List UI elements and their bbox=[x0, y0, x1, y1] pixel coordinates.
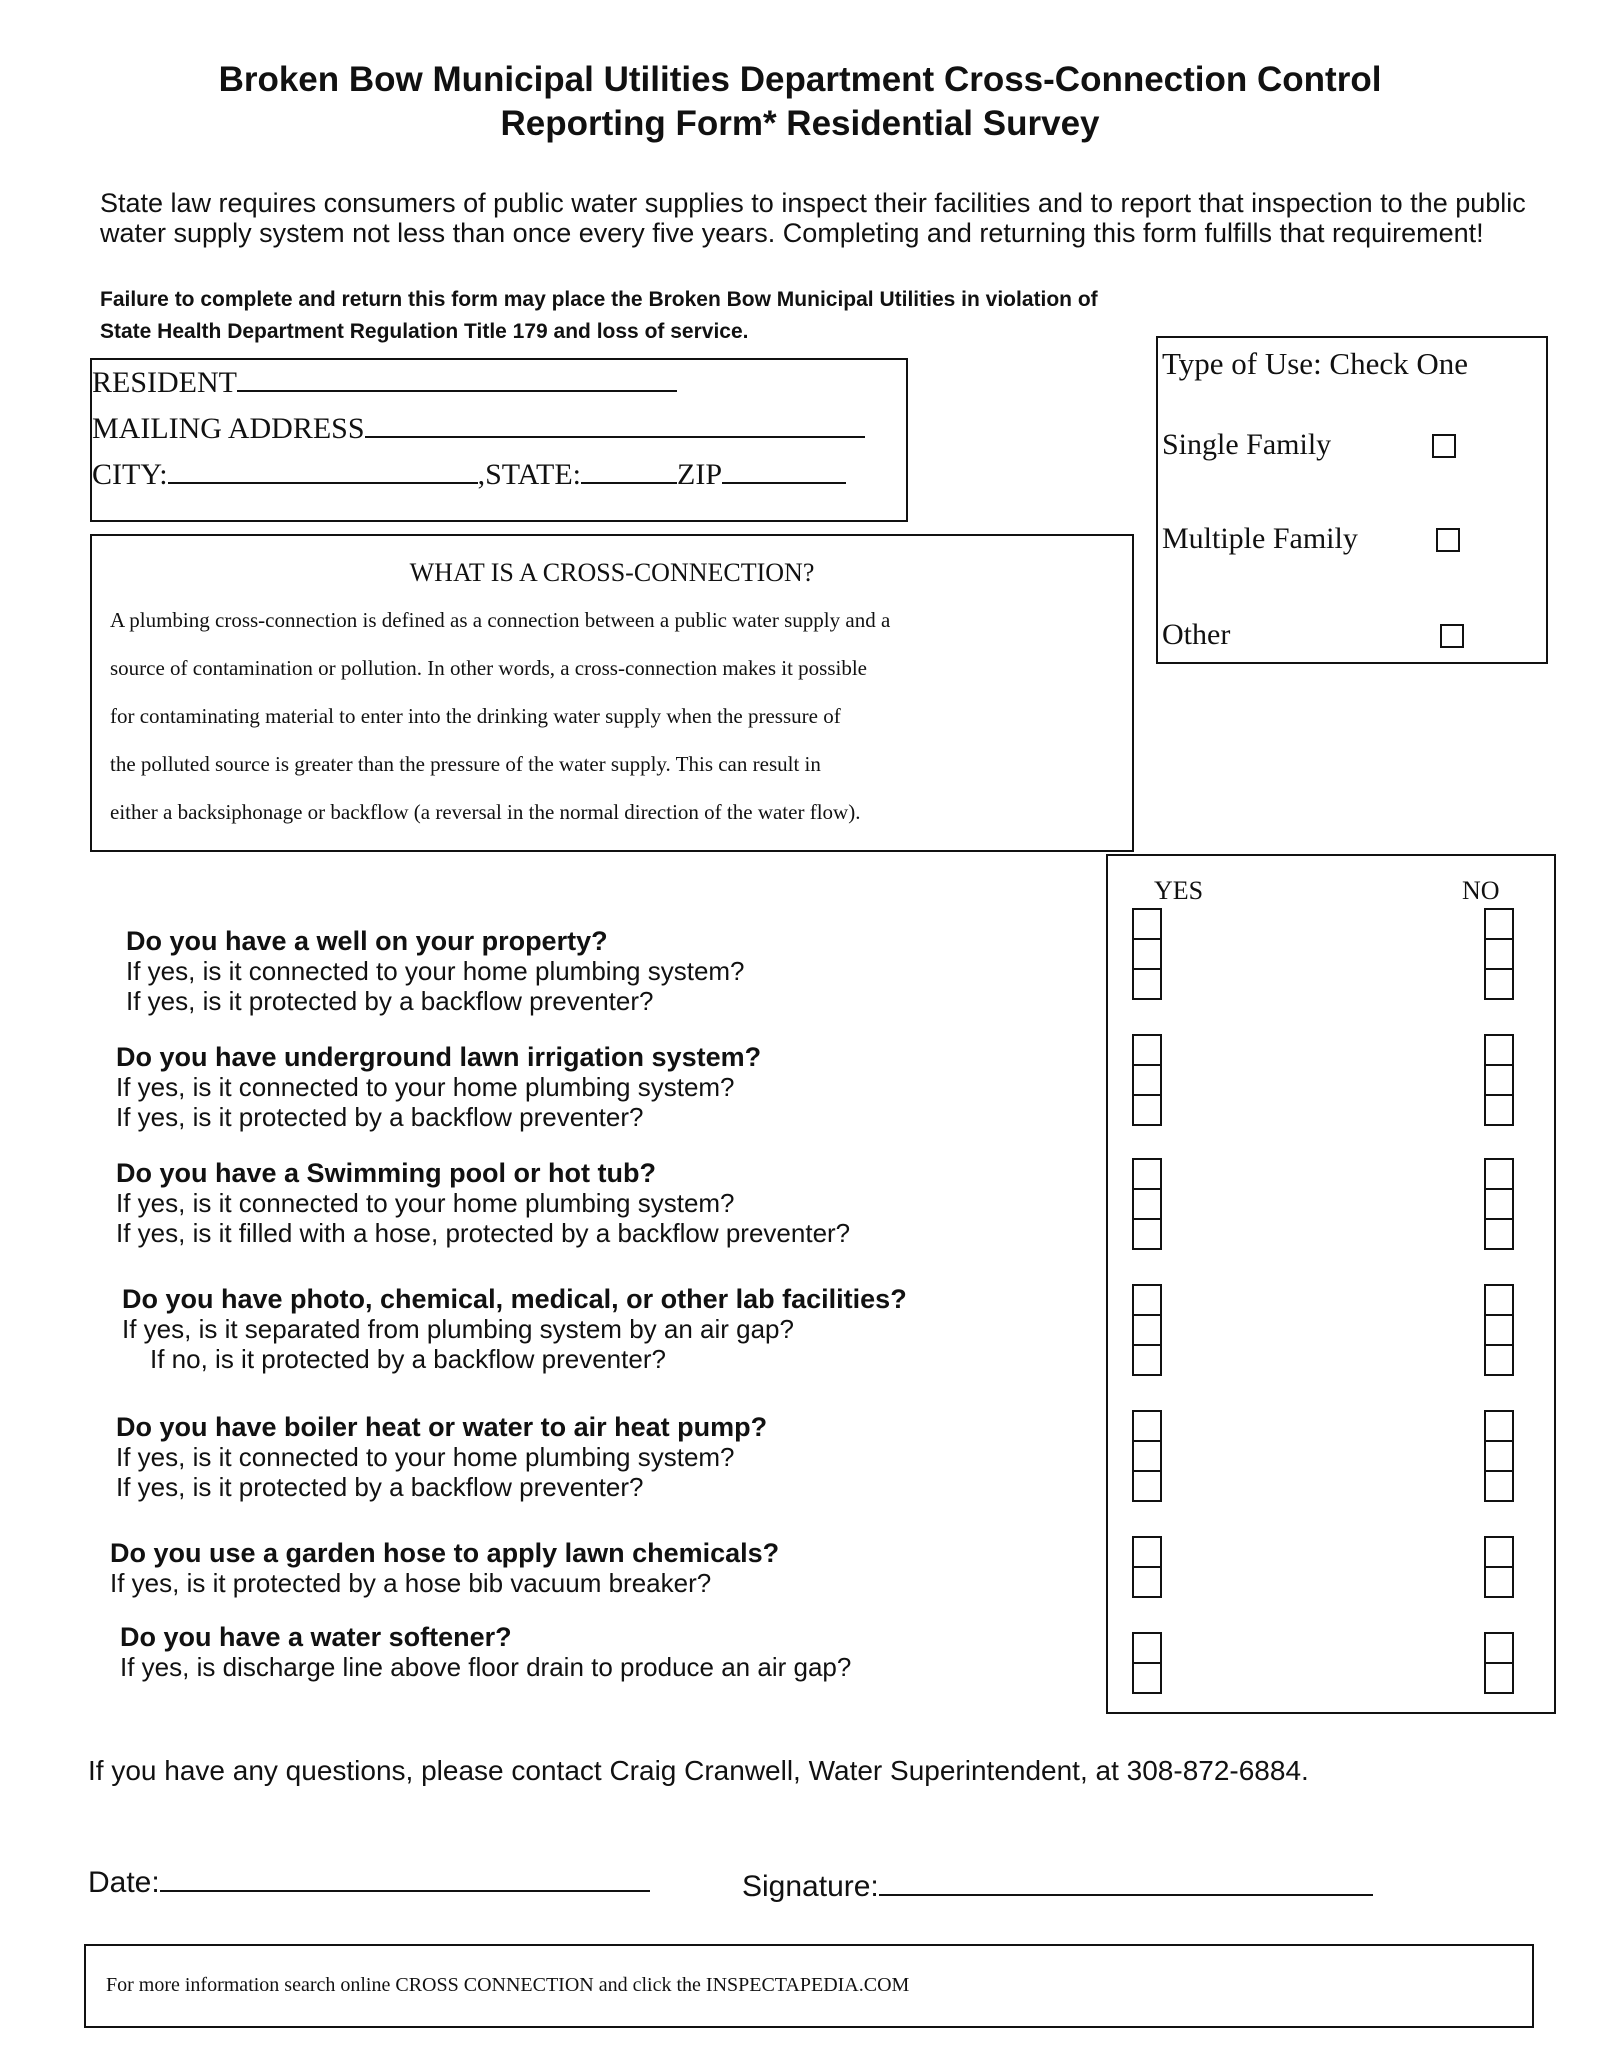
mailing-address-label: MAILING ADDRESS bbox=[92, 412, 365, 445]
signature-row bbox=[742, 1870, 1373, 1904]
question-sub: If yes, is it protected by a backflow preventer? bbox=[116, 1102, 644, 1132]
intro-text: State law requires consumers of public water supplies to inspect their facilities and to report that inspection to the public water supply system not less than once every five years. Completing and returning this form fulfills that requirement! bbox=[100, 188, 1526, 248]
q3-no-checkbox[interactable] bbox=[1484, 1158, 1514, 1190]
q2b-no-checkbox[interactable] bbox=[1484, 1094, 1514, 1126]
q2a-no-checkbox[interactable] bbox=[1484, 1064, 1514, 1096]
q4a-no-checkbox[interactable] bbox=[1484, 1314, 1514, 1346]
q2a-yes-checkbox[interactable] bbox=[1132, 1064, 1162, 1096]
q3-yes-checkbox[interactable] bbox=[1132, 1158, 1162, 1190]
yes-column-header: YES bbox=[1154, 876, 1204, 905]
answers-box bbox=[1106, 854, 1556, 1714]
date-row bbox=[88, 1866, 650, 1900]
resident-label: RESIDENT bbox=[92, 366, 237, 399]
mailing-address-field[interactable] bbox=[365, 436, 865, 438]
no-column-header: NO bbox=[1462, 876, 1500, 905]
q4b-yes-checkbox[interactable] bbox=[1132, 1344, 1162, 1376]
definition-line: A plumbing cross-connection is defined as a connection between a public water supply and a bbox=[110, 608, 891, 632]
contact-text: If you have any questions, please contact Craig Cranwell, Water Superintendent, at 308-872-6884. bbox=[88, 1755, 1309, 1786]
q3b-no-checkbox[interactable] bbox=[1484, 1218, 1514, 1250]
definition-line: for contaminating material to enter into the drinking water supply when the pressure of bbox=[110, 704, 841, 728]
state-field[interactable] bbox=[581, 482, 677, 484]
q1-no-checkbox[interactable] bbox=[1484, 908, 1514, 940]
q5a-no-checkbox[interactable] bbox=[1484, 1440, 1514, 1472]
q6a-no-checkbox[interactable] bbox=[1484, 1566, 1514, 1598]
q2-no-checkbox[interactable] bbox=[1484, 1034, 1514, 1066]
q7-yes-checkbox[interactable] bbox=[1132, 1632, 1162, 1664]
footer-box bbox=[84, 1944, 1534, 2028]
question-main: Do you have photo, chemical, medical, or other lab facilities? bbox=[122, 1284, 907, 1314]
q5b-yes-checkbox[interactable] bbox=[1132, 1470, 1162, 1502]
city-field[interactable] bbox=[168, 482, 478, 484]
q1b-no-checkbox[interactable] bbox=[1484, 968, 1514, 1000]
q6-no-checkbox[interactable] bbox=[1484, 1536, 1514, 1568]
zip-field[interactable] bbox=[722, 482, 846, 484]
type-of-use-box bbox=[1156, 336, 1548, 664]
cross-connection-definition-box bbox=[90, 534, 1134, 852]
question-sub: If yes, is it separated from plumbing system by an air gap? bbox=[122, 1314, 794, 1344]
question-sub: If yes, is it connected to your home plumbing system? bbox=[126, 956, 745, 986]
q3b-yes-checkbox[interactable] bbox=[1132, 1218, 1162, 1250]
q3a-yes-checkbox[interactable] bbox=[1132, 1188, 1162, 1220]
q1a-no-checkbox[interactable] bbox=[1484, 938, 1514, 970]
question-main: Do you use a garden hose to apply lawn chemicals? bbox=[110, 1538, 780, 1568]
question-lab-facilities bbox=[122, 1284, 907, 1374]
date-field[interactable] bbox=[160, 1890, 650, 1892]
resident-field[interactable] bbox=[237, 390, 677, 392]
question-sub: If yes, is it connected to your home plumbing system? bbox=[116, 1072, 735, 1102]
zip-label: ZIP bbox=[677, 458, 723, 491]
question-sub: If no, is it protected by a backflow preventer? bbox=[150, 1344, 666, 1374]
footer-text: For more information search online CROSS CONNECTION and click the INSPECTAPEDIA.COM bbox=[106, 1974, 910, 1996]
multiple-family-checkbox[interactable] bbox=[1436, 528, 1460, 552]
signature-label: Signature: bbox=[742, 1870, 879, 1903]
q3a-no-checkbox[interactable] bbox=[1484, 1188, 1514, 1220]
q4-no-checkbox[interactable] bbox=[1484, 1284, 1514, 1316]
option-single-family-label: Single Family bbox=[1162, 428, 1332, 461]
q4-yes-checkbox[interactable] bbox=[1132, 1284, 1162, 1316]
type-of-use-title: Type of Use: Check One bbox=[1162, 346, 1469, 381]
q7-no-checkbox[interactable] bbox=[1484, 1632, 1514, 1664]
q1b-yes-checkbox[interactable] bbox=[1132, 968, 1162, 1000]
state-label: ,STATE: bbox=[477, 458, 582, 491]
question-sub: If yes, is it connected to your home plumbing system? bbox=[116, 1442, 735, 1472]
cross-connection-heading: WHAT IS A CROSS-CONNECTION? bbox=[409, 558, 815, 587]
form-title-line2: Reporting Form* Residential Survey bbox=[500, 104, 1100, 143]
q7a-no-checkbox[interactable] bbox=[1484, 1662, 1514, 1694]
q5-yes-checkbox[interactable] bbox=[1132, 1410, 1162, 1442]
question-well bbox=[126, 926, 745, 1016]
signature-field[interactable] bbox=[879, 1894, 1373, 1896]
question-water-softener bbox=[120, 1622, 851, 1682]
city-label: CITY: bbox=[92, 458, 168, 491]
question-sub: If yes, is discharge line above floor drain to produce an air gap? bbox=[120, 1652, 852, 1682]
question-main: Do you have boiler heat or water to air heat pump? bbox=[116, 1412, 768, 1442]
q1a-yes-checkbox[interactable] bbox=[1132, 938, 1162, 970]
option-other-label: Other bbox=[1162, 618, 1231, 651]
question-main: Do you have a well on your property? bbox=[126, 926, 608, 956]
question-main: Do you have a Swimming pool or hot tub? bbox=[116, 1158, 656, 1188]
form-title-line1: Broken Bow Municipal Utilities Department Cross-Connection Control bbox=[218, 60, 1382, 99]
question-sub: If yes, is it protected by a hose bib vacuum breaker? bbox=[110, 1568, 712, 1598]
definition-line: either a backsiphonage or backflow (a reversal in the normal direction of the water flow). bbox=[110, 800, 861, 824]
q5b-no-checkbox[interactable] bbox=[1484, 1470, 1514, 1502]
q4b-no-checkbox[interactable] bbox=[1484, 1344, 1514, 1376]
q7a-yes-checkbox[interactable] bbox=[1132, 1662, 1162, 1694]
q6-yes-checkbox[interactable] bbox=[1132, 1536, 1162, 1568]
question-sub: If yes, is it filled with a hose, protected by a backflow preventer? bbox=[116, 1218, 851, 1248]
definition-line: source of contamination or pollution. In other words, a cross-connection makes it possible bbox=[110, 656, 867, 680]
question-boiler bbox=[116, 1412, 767, 1502]
q6a-yes-checkbox[interactable] bbox=[1132, 1566, 1162, 1598]
question-main: Do you have underground lawn irrigation system? bbox=[116, 1042, 762, 1072]
resident-info-box bbox=[90, 358, 908, 522]
question-sub: If yes, is it connected to your home plumbing system? bbox=[116, 1188, 735, 1218]
q5a-yes-checkbox[interactable] bbox=[1132, 1440, 1162, 1472]
single-family-checkbox[interactable] bbox=[1432, 434, 1456, 458]
question-irrigation bbox=[116, 1042, 761, 1132]
question-garden-hose bbox=[110, 1538, 779, 1598]
option-multiple-family-label: Multiple Family bbox=[1162, 522, 1358, 555]
warning-line-1: Failure to complete and return this form may place the Broken Bow Municipal Utilities in violation of bbox=[100, 288, 1098, 311]
q2b-yes-checkbox[interactable] bbox=[1132, 1094, 1162, 1126]
question-pool bbox=[116, 1158, 850, 1248]
question-main: Do you have a water softener? bbox=[120, 1622, 512, 1652]
q2-yes-checkbox[interactable] bbox=[1132, 1034, 1162, 1066]
q4a-yes-checkbox[interactable] bbox=[1132, 1314, 1162, 1346]
definition-line: the polluted source is greater than the pressure of the water supply. This can result in bbox=[110, 752, 821, 776]
question-sub: If yes, is it protected by a backflow preventer? bbox=[126, 986, 654, 1016]
q1-yes-checkbox[interactable] bbox=[1132, 908, 1162, 940]
date-label: Date: bbox=[88, 1866, 160, 1899]
warning-text bbox=[100, 284, 1300, 348]
other-checkbox[interactable] bbox=[1440, 624, 1464, 648]
warning-line-2: State Health Department Regulation Title 179 and loss of service. bbox=[100, 320, 749, 343]
q5-no-checkbox[interactable] bbox=[1484, 1410, 1514, 1442]
question-sub: If yes, is it protected by a backflow preventer? bbox=[116, 1472, 644, 1502]
